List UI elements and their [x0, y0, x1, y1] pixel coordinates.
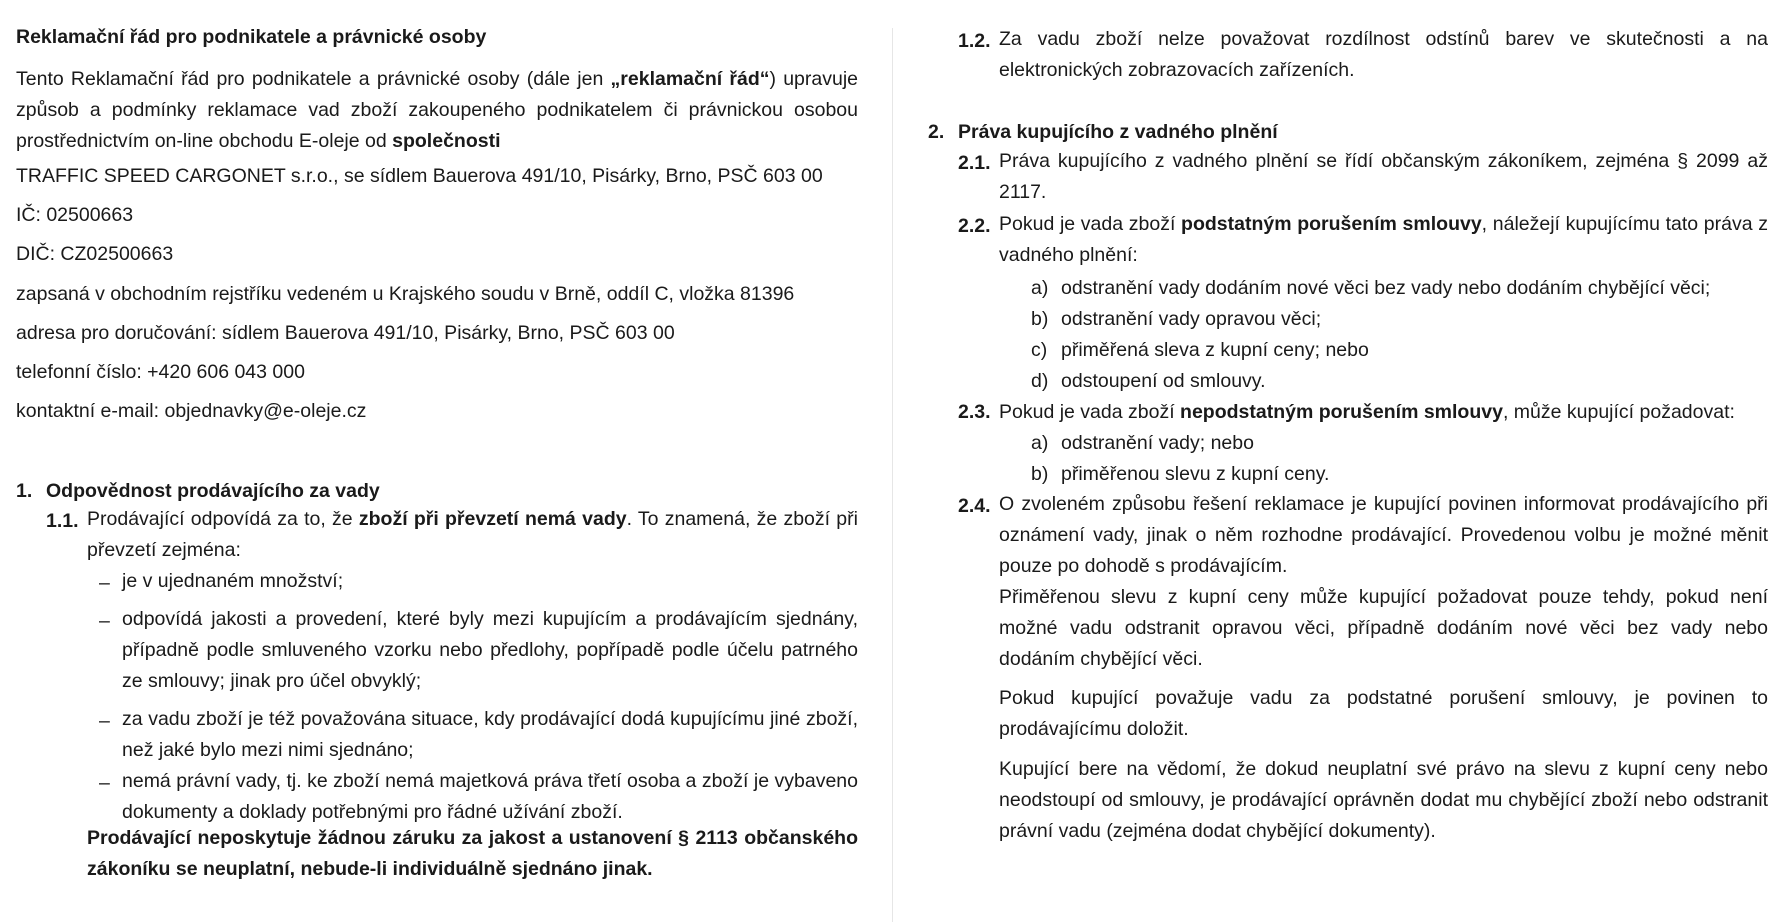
list-label: b) — [1031, 308, 1049, 330]
bullet-dash: – — [99, 772, 110, 794]
clause-2-3-number: 2.3. — [958, 401, 991, 423]
list-item: odstranění vady; nebo — [1061, 432, 1254, 454]
clause-1-1-text-2: . To znamená, že zboží při převzetí zejména: — [87, 508, 858, 561]
clause-2-1-text: Práva kupujícího z vadného plnění se řídí občanským zákoníkem, zejména § 2099 až 2117. — [999, 150, 1768, 203]
intro-text-2: ) upravuje způsob a podmínky reklamace vad zboží zakoupeného podnikatelem či právnickou osobou prostřednictvím on-line obchodu E-oleje od — [16, 68, 858, 152]
bullet-dash: – — [99, 710, 110, 732]
list-label: b) — [1031, 463, 1049, 485]
list-label: a) — [1031, 277, 1049, 299]
bullet-item: odpovídá jakosti a provedení, které byly mezi kupujícím a prodávajícím sjednány, případně podle smluveného vzorku nebo předlohy, popřípadě podle účelu patrného ze smlouvy; jinak pro účel obvyklý; — [122, 608, 858, 692]
clause-2-4-proof: Pokud kupující považuje vadu za podstatné porušení smlouvy, je povinen to prodávajícímu doložit. — [999, 687, 1768, 740]
section-1-heading: Odpovědnost prodávajícího za vady — [46, 480, 380, 502]
clause-2-4-text: O zvoleném způsobu řešení reklamace je kupující povinen informovat prodávajícího při oznámení vady, jinak o něm rozhodne prodávající. Provedenou volbu je možné měnit pouze po dohodě s prodávajícím. — [999, 493, 1768, 577]
section-1-number: 1. — [16, 480, 33, 502]
bullet-item: nemá právní vady, tj. ke zboží nemá majetková práva třetí osoba a zboží je vybaveno dokumenty a doklady potřebnými pro řádné užívání zboží. — [122, 770, 858, 823]
section-2-number: 2. — [928, 121, 945, 143]
clause-1-2-text: Za vadu zboží nelze považovat rozdílnost odstínů barev ve skutečnosti a na elektronických zobrazovacích zařízeních. — [999, 28, 1768, 81]
clause-2-4-number: 2.4. — [958, 495, 991, 517]
ic-line: IČ: 02500663 — [16, 204, 134, 226]
list-item: přiměřená sleva z kupní ceny; nebo — [1061, 339, 1369, 361]
bullet-dash: – — [99, 572, 110, 594]
clause-1-1-text — [87, 504, 858, 566]
clause-2-3-text-1: Pokud je vada zboží — [999, 401, 1181, 423]
warranty-note: Prodávající neposkytuje žádnou záruku za jakost a ustanovení § 2113 občanského zákoníku se neuplatní, nebude-li individuálně sjednáno jinak. — [87, 827, 858, 880]
intro-term: „reklamační řád“ — [610, 68, 770, 90]
clause-2-2-number: 2.2. — [958, 215, 991, 237]
document-title: Reklamační řád pro podnikatele a právnické osoby — [16, 26, 487, 48]
bullet-item: je v ujednaném množství; — [122, 570, 344, 592]
clause-2-3-text — [999, 401, 1768, 424]
email-line — [16, 400, 858, 423]
clause-2-2-text-2: , náležejí kupujícímu tato práva z vadného plnění: — [999, 213, 1768, 266]
list-item: odstoupení od smlouvy. — [1061, 370, 1266, 392]
clause-1-2-number: 1.2. — [958, 30, 991, 52]
clause-1-1-text-1: Prodávající odpovídá za to, že — [87, 508, 359, 530]
list-label: a) — [1031, 432, 1049, 454]
clause-2-4-discount: Přiměřenou slevu z kupní ceny může kupující požadovat pouze tehdy, pokud není možné vadu odstranit opravou věci, případně dodáním nové věci bez vady nebo dodáním chybějící věci. — [999, 586, 1768, 670]
clause-2-3-bold: nepodstatným porušením smlouvy — [1180, 401, 1503, 423]
clause-2-3-text-2: , může kupující požadovat: — [1502, 401, 1735, 423]
company-line: TRAFFIC SPEED CARGONET s.r.o., se sídlem Bauerova 491/10, Pisárky, Brno, PSČ 603 00 — [16, 165, 823, 187]
bullet-item: za vadu zboží je též považována situace, kdy prodávající dodá kupujícímu jiné zboží, než jaké bylo mezi nimi sjednáno; — [122, 708, 858, 761]
list-label: c) — [1031, 339, 1048, 361]
clause-1-1-number: 1.1. — [46, 510, 79, 532]
phone-line: telefonní číslo: +420 606 043 000 — [16, 361, 305, 383]
address-line: adresa pro doručování: sídlem Bauerova 491/10, Pisárky, Brno, PSČ 603 00 — [16, 322, 675, 344]
intro-paragraph — [16, 64, 858, 157]
list-item: odstranění vady dodáním nové věci bez vady nebo dodáním chybějící věci; — [1061, 277, 1711, 299]
column-divider — [892, 28, 893, 922]
clause-2-2-bold: podstatným porušením smlouvy — [1181, 213, 1482, 235]
clause-2-2-text — [999, 209, 1768, 271]
list-label: d) — [1031, 370, 1049, 392]
intro-company-word: společnosti — [392, 130, 501, 152]
clause-2-2-text-1: Pokud je vada zboží — [999, 213, 1182, 235]
intro-text-1: Tento Reklamační řád pro podnikatele a právnické osoby (dále jen — [16, 68, 611, 90]
clause-1-1-bold: zboží při převzetí nemá vady — [358, 508, 627, 530]
email-text: kontaktní e-mail: objednavky@e-oleje.cz — [16, 400, 367, 422]
bullet-dash: – — [99, 610, 110, 632]
clause-2-4-acknowledgement: Kupující bere na vědomí, že dokud neuplatní své právo na slevu z kupní ceny nebo neodstoupí od smlouvy, je prodávající oprávněn dodat mu chybějící zboží nebo odstranit právní vadu (zejména dodat chybějící dokumenty). — [999, 758, 1768, 842]
register-line: zapsaná v obchodním rejstříku vedeném u Krajského soudu v Brně, oddíl C, vložka 81396 — [16, 283, 795, 305]
clause-2-1-number: 2.1. — [958, 152, 991, 174]
list-item: přiměřenou slevu z kupní ceny. — [1061, 463, 1330, 485]
list-item: odstranění vady opravou věci; — [1061, 308, 1322, 330]
section-2-heading: Práva kupujícího z vadného plnění — [958, 121, 1278, 143]
dic-line: DIČ: CZ02500663 — [16, 243, 174, 265]
